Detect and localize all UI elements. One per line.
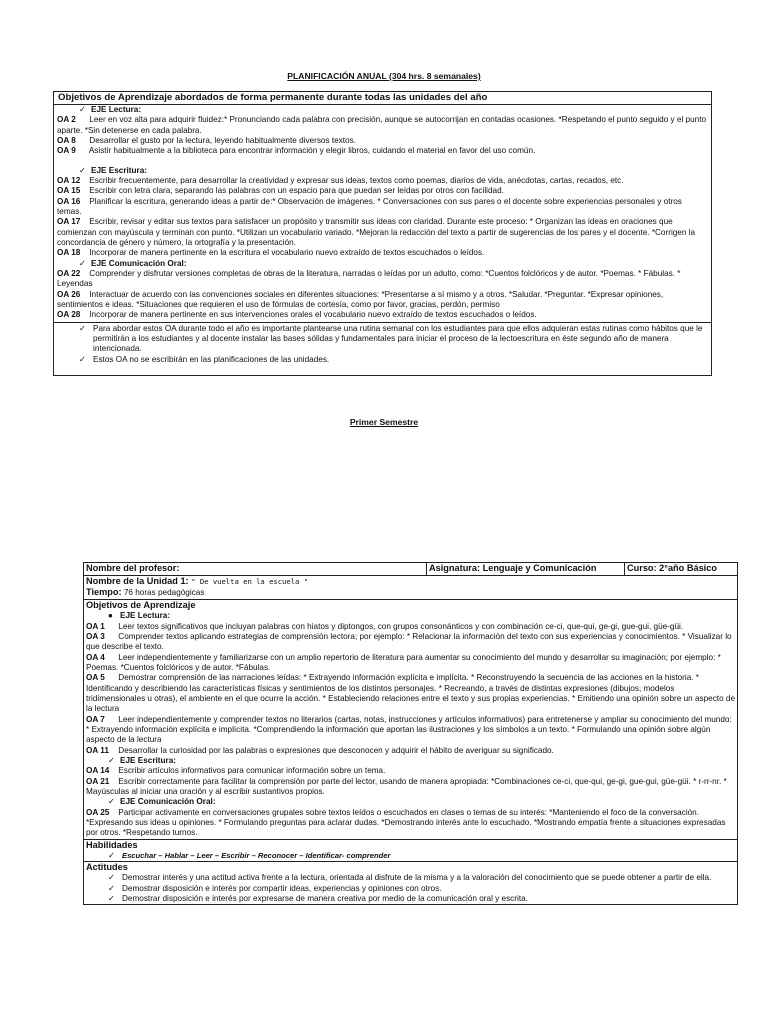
unit-time-line <box>86 587 735 599</box>
skills-text: Escuchar – Hablar – Leer – Escribir – Reconocer – Identificar- comprender <box>122 851 391 861</box>
objective-text: Incorporar de manera pertinente en la escritura el vocabulario nuevo extraído de textos escuchados o leídos. <box>89 248 485 258</box>
objective-code: OA 26 <box>57 289 81 299</box>
annual-plan-title: PLANIFICACIÓN ANUAL (304 hrs. 8 semanales) <box>287 71 481 81</box>
permanent-objectives-box <box>53 91 712 376</box>
axis-label: EJE Comunicación Oral: <box>120 797 216 807</box>
objective-item <box>86 622 735 632</box>
objective-item <box>57 269 708 290</box>
unit-name-label: Nombre de la Unidad 1: <box>86 575 189 586</box>
objective-code: OA 25 <box>86 807 110 817</box>
objective-item <box>57 310 708 320</box>
objective-item <box>57 290 708 311</box>
objective-item <box>86 673 735 714</box>
check-icon: ✓ <box>79 258 86 268</box>
objective-code: OA 1 <box>86 621 105 631</box>
skills-heading: Habilidades <box>86 839 138 850</box>
note-text: Para abordar estos OA durante todo el año es importante plantearse una rutina semanal con los estudiantes para que ellos adquieran estas rutinas como hábitos que le permitirán a los estudiantes y al docente instalar las bases sólidas y fundamentales para iniciar el proceso de la lectoescritura en éste segundo año de manera intencionada. <box>93 323 703 354</box>
objective-code: OA 15 <box>57 186 81 196</box>
objective-code: OA 2 <box>57 115 76 125</box>
objective-code: OA 22 <box>57 268 81 278</box>
note-item <box>57 355 708 365</box>
unit-name-row <box>84 575 738 599</box>
axis-label: EJE Escritura: <box>120 755 176 765</box>
objective-text: Incorporar de manera pertinente en sus intervenciones orales el vocabulario nuevo extraído de textos escuchados o leídos. <box>89 310 537 320</box>
permanent-objectives-notes <box>54 322 711 366</box>
unit-plan-table <box>83 562 738 905</box>
objective-text: Leer independientemente y familiarizarse con un amplio repertorio de literatura para aumentar su conocimiento del mundo y desarrollar su imaginación; por ejemplo: * Poemas. *Cuentos folclóricos y de autor. *Fábulas. <box>86 652 721 673</box>
axis-heading <box>57 166 708 176</box>
objective-text: Demostrar comprensión de las narraciones leídas: * Extrayendo información explícita e implícita. * Reconstruyendo la secuencia de las acciones en la historia. * Identificando y describiendo las características físicas y sentimientos de los distintos personajes. * Recreando, a través de distintas expresiones (dibujos, modelos tridimensionales u otras), el ambiente en el que ocurre la acción. * Estableciendo relaciones entre el texto y sus propias experiencias. * Emitiendo una opinión sobre un aspecto de la lectura <box>86 673 736 714</box>
unit-attitudes-row <box>84 861 738 905</box>
objective-code: OA 28 <box>57 310 81 320</box>
unit-name-value: " De vuelta en la escuela " <box>191 576 309 586</box>
unit-objectives-row <box>84 599 738 839</box>
objective-text: Escribir, revisar y editar sus textos para satisfacer un propósito y transmitir sus ideas con claridad. Durante este proceso: * Organizan las ideas en oraciones que comienzan con mayúscula y terminan con punto. *Utilizan un vocabulario variado. *Mejoran la redacción del texto a partir de sugerencias de los pares y el docente. *Corrigen la concordancia de género y número, la ortografía y la presentación. <box>57 217 696 247</box>
objective-code: OA 7 <box>86 714 105 724</box>
check-icon: ✓ <box>108 797 115 807</box>
objective-item <box>57 136 708 146</box>
objective-item <box>57 115 708 136</box>
objective-text: Escribir artículos informativos para comunicar información sobre un tema. <box>118 766 386 776</box>
objective-item <box>86 632 735 653</box>
objective-text: Leer en voz alta para adquirir fluidez:* Pronunciando cada palabra con precisión, aunque se autocorrijan en contadas ocasiones. *Respetando el punto seguido y el punto aparte. *Sin detenerse en cada palabra. <box>57 115 707 135</box>
axis-heading <box>86 756 735 766</box>
spacer <box>57 157 708 166</box>
axis-label: EJE Comunicación Oral: <box>91 258 187 268</box>
objective-code: OA 11 <box>86 745 109 755</box>
objective-text: Comprender textos aplicando estrategias de comprensión lectora; por ejemplo: * Relacionar la información del texto con sus experiencias y conocimientos. * Visualizar lo que describe el texto. <box>86 632 732 652</box>
objective-code: OA 3 <box>86 632 105 642</box>
course-cell: Curso: 2°año Básico <box>625 563 738 576</box>
objective-code: OA 8 <box>57 135 76 145</box>
objective-item <box>57 176 708 186</box>
attitude-item <box>86 884 735 894</box>
objective-item <box>86 715 735 746</box>
unit-header-row <box>84 563 738 576</box>
check-icon: ✓ <box>79 323 86 333</box>
objective-text: Escribir correctamente para facilitar la comprensión por parte del lector, usando de manera apropiada: *Combinaciones ce-ci, que-qui, ge-gi, gue-gui, güe-güi. * r-rr-nr. * Mayúsculas al iniciar una oración y al escribir sustantivos propios. <box>86 776 727 796</box>
check-icon: ✓ <box>108 894 115 903</box>
objective-text: Interactuar de acuerdo con las convenciones sociales en diferentes situaciones: *Presentarse a sí mismo y a otros. *Saludar. *Preguntar. *Expresar opiniones, sentimientos e ideas. *Situaciones que requieren el uso de fórmulas de cortesía, como por favor, gracias, perdón, permiso <box>57 289 664 309</box>
unit-attitudes-cell <box>84 861 738 905</box>
objective-code: OA 18 <box>57 248 81 258</box>
objective-item <box>86 766 735 776</box>
attitudes-heading: Actitudes <box>86 861 128 872</box>
attitude-item <box>86 873 735 883</box>
objective-item <box>57 146 708 156</box>
unit-objectives-cell <box>84 599 738 839</box>
objective-text: Leer textos significativos que incluyan palabras con hiatos y diptongos, con grupos consonánticos y con combinación ce-ci, que-qui, ge-gi, gue-gui, güe-güi. <box>118 621 684 631</box>
objective-code: OA 9 <box>57 146 76 156</box>
objective-item <box>86 777 735 798</box>
objective-code: OA 21 <box>86 776 110 786</box>
note-item <box>57 324 708 355</box>
unit-name-cell <box>84 575 738 599</box>
permanent-objectives-list <box>54 105 711 322</box>
check-icon: ✓ <box>108 883 115 893</box>
unit-skills-row <box>84 839 738 861</box>
note-text: Estos OA no se escribirán en las planificaciones de las unidades. <box>93 354 330 364</box>
objective-code: OA 12 <box>57 175 81 185</box>
axis-heading <box>86 797 735 807</box>
unit-name-line <box>86 576 735 588</box>
unit-objectives-heading: Objetivos de Aprendizaje <box>86 599 196 610</box>
axis-heading <box>57 105 708 115</box>
objective-code: OA 4 <box>86 652 105 662</box>
subject-cell: Asignatura: Lenguaje y Comunicación <box>427 563 625 576</box>
unit-skills-cell <box>84 839 738 861</box>
objective-item <box>86 746 735 756</box>
objective-item <box>57 248 708 258</box>
check-icon: ✓ <box>108 851 115 861</box>
skills-line <box>86 851 735 861</box>
objective-text: Leer independientemente y comprender textos no literarios (cartas, notas, instrucciones y artículos informativos) para entretenerse y ampliar su conocimiento del mundo: * Extrayendo información explícita e implícita. *Comprendiendo la información que aportan las ilustraciones y los símbolos a un texto. * Formulando una opinión sobre algún aspecto de la lectura <box>86 714 732 745</box>
objective-item <box>86 808 735 839</box>
check-icon: ✓ <box>108 755 115 765</box>
attitude-item <box>86 894 735 904</box>
objective-text: Desarrollar el gusto por la lectura, leyendo habitualmente diversos textos. <box>89 135 356 145</box>
bullet-icon: ● <box>108 611 113 621</box>
unit-time-value: 76 horas pedagógicas <box>123 588 205 598</box>
check-icon: ✓ <box>108 873 115 883</box>
attitude-text: Demostrar disposición e interés por compartir ideas, experiencias y opiniones con otros. <box>122 883 442 893</box>
semester-title: Primer Semestre <box>349 417 419 427</box>
objective-text: Asistir habitualmente a la biblioteca para encontrar información y elegir libros, cuidando el material en favor del uso común. <box>88 146 536 156</box>
objective-item <box>57 197 708 218</box>
check-icon: ✓ <box>79 105 86 114</box>
axis-label: EJE Lectura: <box>120 611 171 621</box>
check-icon: ✓ <box>79 165 86 175</box>
objective-code: OA 17 <box>57 217 81 227</box>
permanent-objectives-heading: Objetivos de Aprendizaje abordados de forma permanente durante todas las unidades del año <box>54 92 711 105</box>
objective-text: Planificar la escritura, generando ideas a partir de:* Observación de imágenes. * Conversaciones con sus pares o el docente sobre experiencias personales y otros temas. <box>57 196 682 216</box>
objective-code: OA 5 <box>86 673 105 683</box>
objective-text: Desarrollar la curiosidad por las palabras o expresiones que desconocen y adquirir el hábito de averiguar su significado. <box>118 745 554 755</box>
unit-objectives-list <box>86 611 735 838</box>
objective-text: Participar activamente en conversaciones grupales sobre textos leídos o escuchados en clases o temas de su interés: *Manteniendo el foco de la conversación. *Expresando sus ideas u opiniones. * Formulando preguntas para aclarar dudas. *Demostrando interés ante lo escuchado. *Mostrando empatía frente a situaciones expresadas por otros. *Respetando turnos. <box>86 807 726 838</box>
attitude-text: Demostrar interés y una actitud activa frente a la lectura, orientada al disfrute de la misma y a la valoración del conocimiento que se puede obtener a partir de ella. <box>122 873 712 883</box>
attitude-text: Demostrar disposición e interés por expresarse de manera creativa por medio de la comunicación oral y escrita. <box>122 894 528 903</box>
objective-text: Escribir frecuentemente, para desarrollar la creatividad y expresar sus ideas, textos como poemas, diarios de vida, anécdotas, cartas, recados, etc. <box>89 175 624 185</box>
objective-item <box>57 186 708 196</box>
objective-text: Escribir con letra clara, separando las palabras con un espacio para que puedan ser leídas por otros con facilidad. <box>89 186 504 196</box>
objective-text: Comprender y disfrutar versiones completas de obras de la literatura, narradas o leídas por un adulto, como: *Cuentos folclóricos y de autor. *Poemas. * Fábulas. * Leyendas <box>57 268 681 289</box>
axis-heading <box>57 259 708 269</box>
check-icon: ✓ <box>79 354 86 364</box>
axis-label: EJE Lectura: <box>91 105 142 114</box>
objective-item <box>86 653 735 674</box>
axis-label: EJE Escritura: <box>91 165 147 175</box>
unit-time-label: Tiempo: <box>86 587 122 598</box>
objective-code: OA 16 <box>57 196 81 206</box>
objective-item <box>57 217 708 248</box>
teacher-name-cell: Nombre del profesor: <box>84 563 427 576</box>
attitudes-list <box>86 873 735 904</box>
axis-heading <box>86 611 735 621</box>
objective-code: OA 14 <box>86 766 110 776</box>
